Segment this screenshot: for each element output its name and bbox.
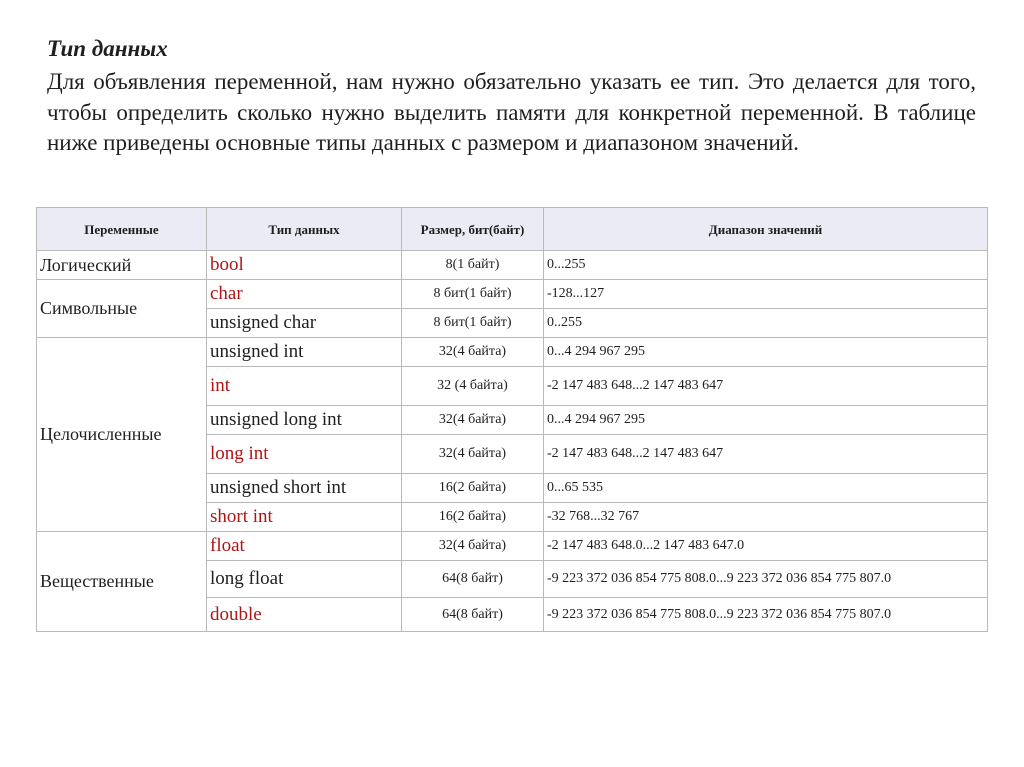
type-cell: unsigned char xyxy=(207,309,402,338)
size-cell: 8(1 байт) xyxy=(402,251,544,280)
type-cell: long int xyxy=(207,435,402,474)
size-cell: 8 бит(1 байт) xyxy=(402,309,544,338)
category-symbolic: Символьные xyxy=(37,280,207,338)
category-real: Вещественные xyxy=(37,532,207,632)
range-cell: -128...127 xyxy=(544,280,988,309)
header-data-type: Тип данных xyxy=(207,208,402,251)
category-logical: Логический xyxy=(37,251,207,280)
size-cell: 8 бит(1 байт) xyxy=(402,280,544,309)
range-cell: -32 768...32 767 xyxy=(544,503,988,532)
size-cell: 32(4 байта) xyxy=(402,532,544,561)
type-cell: double xyxy=(207,598,402,632)
range-cell: -2 147 483 648...2 147 483 647 xyxy=(544,435,988,474)
size-cell: 64(8 байт) xyxy=(402,561,544,598)
table-row xyxy=(37,280,988,309)
range-cell: 0...4 294 967 295 xyxy=(544,338,988,367)
range-cell: -9 223 372 036 854 775 808.0...9 223 372 036 854 775 807.0 xyxy=(544,561,988,598)
range-cell: 0...4 294 967 295 xyxy=(544,406,988,435)
type-cell: bool xyxy=(207,251,402,280)
type-cell: char xyxy=(207,280,402,309)
size-cell: 32(4 байта) xyxy=(402,435,544,474)
type-cell: unsigned int xyxy=(207,338,402,367)
table-header-row xyxy=(37,208,988,251)
category-integer: Целочисленные xyxy=(37,338,207,532)
range-cell: -2 147 483 648.0...2 147 483 647.0 xyxy=(544,532,988,561)
size-cell: 32 (4 байта) xyxy=(402,367,544,406)
range-cell: -2 147 483 648...2 147 483 647 xyxy=(544,367,988,406)
type-cell: int xyxy=(207,367,402,406)
header-size: Размер, бит(байт) xyxy=(402,208,544,251)
size-cell: 64(8 байт) xyxy=(402,598,544,632)
section-title: Тип данных xyxy=(47,36,168,61)
table-row xyxy=(37,532,988,561)
range-cell: 0...255 xyxy=(544,251,988,280)
data-types-table xyxy=(36,207,988,632)
range-cell: -9 223 372 036 854 775 808.0...9 223 372 036 854 775 807.0 xyxy=(544,598,988,632)
table-row xyxy=(37,338,988,367)
intro-paragraph: Для объявления переменной, нам нужно обязательно указать ее тип. Это делается для того, чтобы определить сколько нужно выделить памяти для конкретной переменной. В таблице ниже приведены основные типы данных с размером и диапазоном значений. xyxy=(47,69,976,155)
type-cell: unsigned short int xyxy=(207,474,402,503)
type-cell: unsigned long int xyxy=(207,406,402,435)
type-cell: float xyxy=(207,532,402,561)
range-cell: 0...65 535 xyxy=(544,474,988,503)
size-cell: 32(4 байта) xyxy=(402,406,544,435)
type-cell: long float xyxy=(207,561,402,598)
size-cell: 16(2 байта) xyxy=(402,503,544,532)
table-row xyxy=(37,251,988,280)
size-cell: 16(2 байта) xyxy=(402,474,544,503)
header-range: Диапазон значений xyxy=(544,208,988,251)
header-variables: Переменные xyxy=(37,208,207,251)
range-cell: 0..255 xyxy=(544,309,988,338)
size-cell: 32(4 байта) xyxy=(402,338,544,367)
type-cell: short int xyxy=(207,503,402,532)
